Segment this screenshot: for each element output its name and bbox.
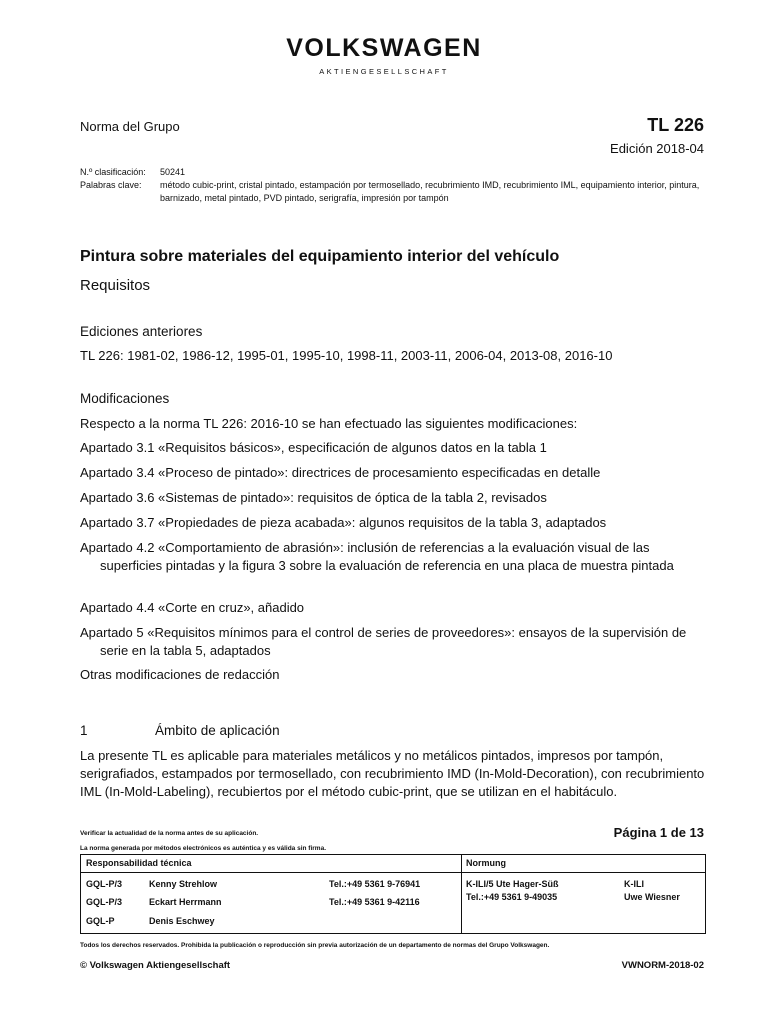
norma-label: Norma del Grupo <box>80 119 180 134</box>
section-number: 1 <box>80 723 88 738</box>
classification-label: N.º clasificación: <box>80 167 146 177</box>
resp-dept: GQL-P <box>86 916 115 926</box>
resp-tel: Tel.:+49 5361 9-42116 <box>329 897 420 907</box>
verify-note: Verificar la actualidad de la norma antes de su aplicación. <box>80 830 259 837</box>
section-text: La presente TL es aplicable para materiales metálicos y no metálicos pintados, impresos por tampón, serigrafiados, estampados por termosellado, con recubrimiento IMD (In-Mold-Decoration), con recubrimiento IML (In-Mold-Labeling), recubiertos por el método cubic-print, que se utilizan en el habitáculo. <box>80 748 705 799</box>
modification-item: Apartado 3.7 «Propiedades de pieza acabada»: algunos requisitos de la tabla 3, adaptados <box>80 515 607 530</box>
resp-name: Eckart Herrmann <box>149 897 222 907</box>
resp-dept: GQL-P/3 <box>86 879 123 889</box>
modification-item: Apartado 4.4 «Corte en cruz», añadido <box>80 600 305 615</box>
keywords-label: Palabras clave: <box>80 180 142 190</box>
classification-value: 50241 <box>160 167 186 177</box>
modifications-intro: Respecto a la norma TL 226: 2016-10 se han efectuado las siguientes modificaciones: <box>80 416 578 431</box>
document-id: TL 226 <box>647 115 704 135</box>
document-title: Pintura sobre materiales del equipamiento interior del vehículo <box>80 248 560 265</box>
edition: Edición 2018-04 <box>610 141 704 156</box>
copyright: © Volkswagen Aktiengesellschaft <box>80 960 231 971</box>
metadata-block <box>80 166 705 205</box>
normung-contact: K-ILI/5 Ute Hager-Süß <box>466 879 559 889</box>
document-subtitle: Requisitos <box>80 277 151 294</box>
section-title: Ámbito de aplicación <box>155 723 280 738</box>
normung-name: Uwe Wiesner <box>624 892 680 902</box>
page-number: Página 1 de 13 <box>613 825 704 840</box>
resp-dept: GQL-P/3 <box>86 897 123 907</box>
normung-header: Normung <box>466 858 506 868</box>
electronic-note: La norma generada por métodos electrónicos es auténtica y es válida sin firma. <box>80 845 327 852</box>
modifications-closing: Otras modificaciones de redacción <box>80 667 280 682</box>
modification-item: Apartado 3.6 «Sistemas de pintado»: requisitos de óptica de la tabla 2, revisados <box>80 490 547 505</box>
resp-name: Kenny Strehlow <box>149 879 218 889</box>
table-divider <box>81 872 705 873</box>
modification-item: Apartado 5 «Requisitos mínimos para el control de series de proveedores»: ensayos de la supervisión de serie en la tabla 5, adaptados <box>80 625 687 658</box>
responsibility-header: Responsabilidad técnica <box>86 858 192 868</box>
responsibility-table <box>80 854 706 934</box>
modification-item: Apartado 4.2 «Comportamiento de abrasión»: inclusión de referencias a la evaluación visual de las superficies pintadas y la figura 3 sobre la evaluación de referencia en una placa de muestra pintada <box>80 540 674 573</box>
brand-logo <box>0 34 768 76</box>
brand-subtitle: AKTIENGESELLSCHAFT <box>319 67 449 76</box>
normung-tel: Tel.:+49 5361 9-49035 <box>466 892 558 902</box>
keywords-value: método cubic-print, cristal pintado, estampación por termosellado, recubrimiento IMD, recubrimiento IML, equipamiento interior, pintura, barnizado, metal pintado, PVD pintado, serigrafía, impresión por tampón <box>160 180 700 203</box>
previous-editions-heading: Ediciones anteriores <box>80 324 203 339</box>
rights-note: Todos los derechos reservados. Prohibida la publicación o reproducción sin previa autorización de un departamento de normas del Grupo Volkswagen. <box>80 942 550 949</box>
previous-editions-text: TL 226: 1981-02, 1986-12, 1995-01, 1995-10, 1998-11, 2003-11, 2006-04, 2013-08, 2016-10 <box>80 348 613 363</box>
brand-name: VOLKSWAGEN <box>286 34 482 62</box>
normung-dept: K-ILI <box>624 879 644 889</box>
resp-name: Denis Eschwey <box>149 916 215 926</box>
modifications-heading: Modificaciones <box>80 391 170 406</box>
modification-item: Apartado 3.4 «Proceso de pintado»: directrices de procesamiento especificadas en detalle <box>80 465 601 480</box>
modification-item: Apartado 3.1 «Requisitos básicos», especificación de algunos datos en la tabla 1 <box>80 440 547 455</box>
vwnorm-code: VWNORM-2018-02 <box>621 960 704 971</box>
resp-tel: Tel.:+49 5361 9-76941 <box>329 879 421 889</box>
